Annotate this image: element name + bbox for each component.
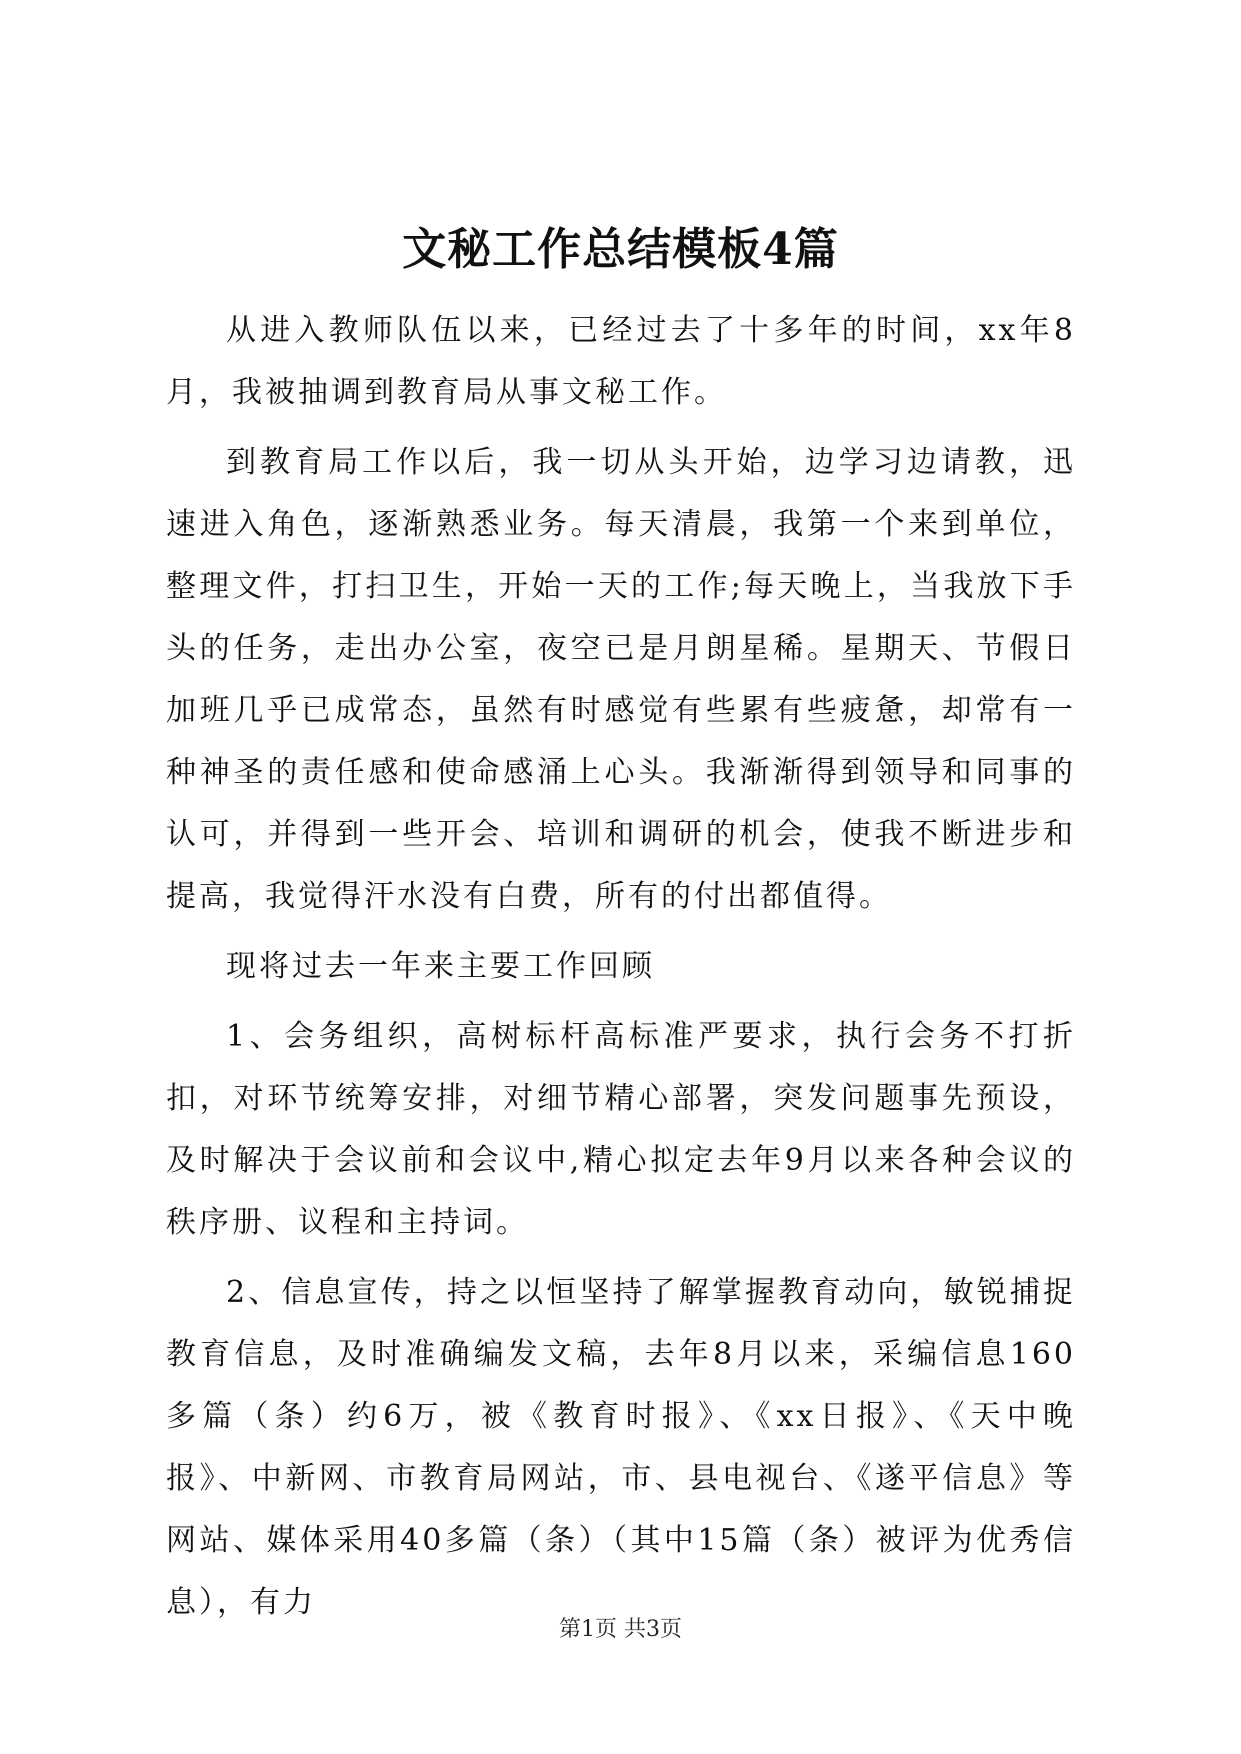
document-body [166, 300, 1076, 1642]
paragraph-1: 从进入教师队伍以来，已经过去了十多年的时间，xx年8月，我被抽调到教育局从事文秘工作。 [166, 313, 1076, 410]
document-title: 文秘工作总结模板4篇 [402, 224, 839, 275]
paragraph-3: 现将过去一年来主要工作回顾 [226, 949, 655, 984]
paragraph-5: 2、信息宣传，持之以恒坚持了解掌握教育动向，敏锐捕捉教育信息，及时准确编发文稿，去年8月以来，采编信息160多篇（条）约6万，被《教育时报》、《xx日报》、《天中晚报》、中新网、市教育局网站，市、县电视台、《遂平信息》等网站、媒体采用40多篇（条）（其中15篇（条）被评为优秀信息），有力 [166, 1275, 1076, 1620]
page-footer: 第1页 共3页 [559, 1617, 682, 1642]
paragraph-2: 到教育局工作以后，我一切从头开始，边学习边请教，迅速进入角色，逐渐熟悉业务。每天清晨，我第一个来到单位，整理文件，打扫卫生，开始一天的工作;每天晚上，当我放下手头的任务，走出办公室，夜空已是月朗星稀。星期天、节假日加班几乎已成常态，虽然有时感觉有些累有些疲惫，却常有一种神圣的责任感和使命感涌上心头。我渐渐得到领导和同事的认可，并得到一些开会、培训和调研的机会，使我不断进步和提高，我觉得汗水没有白费，所有的付出都值得。 [166, 445, 1076, 914]
paragraph-4: 1、会务组织，高树标杆高标准严要求，执行会务不打折扣，对环节统筹安排，对细节精心部署，突发问题事先预设，及时解决于会议前和会议中,精心拟定去年9月以来各种会议的秩序册、议程和主持词。 [166, 1019, 1076, 1240]
